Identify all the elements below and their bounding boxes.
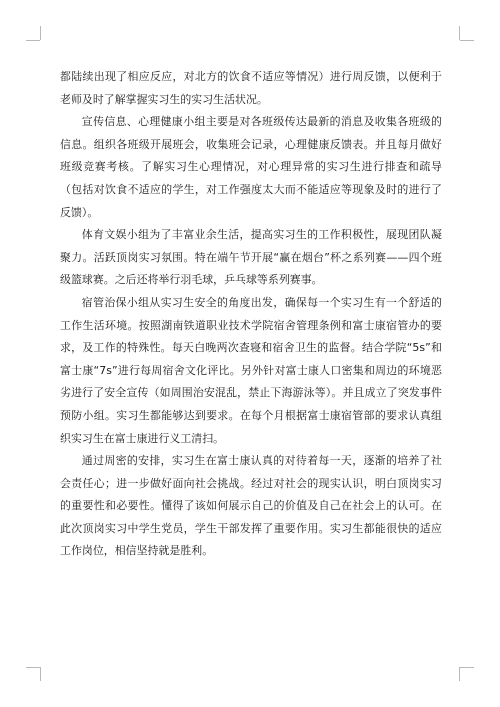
corner-mark-top-left-h	[26, 40, 40, 41]
paragraph-4: 宿管治保小组从实习生安全的角度出发，确保每一个实习生有一个舒适的工作生活环境。按照湖南铁道职业技术学院宿舍管理条例和富士康宿管办的要求，及工作的特殊性。每天白晚两次查寝和宿舍卫生的监督。结合学院“5s”和富士康“7s”进行每周宿舍文化评比。另外针对富士康人口密集和周边的环境恶劣进行了安全宣传（如周围治安混乱，禁止下海游泳等）。并且成立了突发事件预防小组。实习生都能够达到要求。在每个月根据富士康宿管部的要求认真组织实习生在富士康进行义工清扫。	[60, 295, 442, 445]
corner-mark-bottom-left-v	[40, 667, 41, 681]
corner-mark-top-left-v	[40, 26, 41, 40]
document-body	[60, 66, 442, 563]
corner-mark-bottom-right-v	[459, 667, 460, 681]
paragraph-2: 宣传信息、心理健康小组主要是对各班级传达最新的消息及收集各班级的信息。组织各班级开展班会，收集班会记录，心理健康反馈表。并且每月做好班级竞赛考核。了解实习生心理情况，对心理异常的实习生进行排查和疏导（包括对饮食不适应的学生，对工作强度太大而不能适应等现象及时的进行了反馈）。	[60, 115, 442, 219]
corner-mark-bottom-right-h	[460, 667, 474, 668]
corner-mark-bottom-left-h	[26, 667, 40, 668]
paragraph-5: 通过周密的安排，实习生在富士康认真的对待着每一天，逐渐的培养了社会责任心；进一步做好面向社会挑战。经过对社会的现实认识，明白顶岗实习的重要性和必要性。懂得了该如何展示自己的价值及自己在社会上的认可。在此次顶岗实习中学生党员，学生干部发挥了重要作用。实习生都能很快的适应工作岗位，相信坚持就是胜利。	[60, 454, 442, 558]
paragraph-1: 都陆续出现了相应反应，对北方的饮食不适应等情况）进行周反馈，以便利于老师及时了解掌握实习生的实习生活状况。	[60, 70, 442, 106]
corner-mark-top-right-h	[460, 40, 474, 41]
paragraph-3: 体育文娱小组为了丰富业余生活，提高实习生的工作积极性，展现团队凝聚力。活跃顶岗实习氛围。特在端午节开展“赢在烟台”杯之系列赛——四个班级篮球赛。之后还将举行羽毛球，乒乓球等系列赛事。	[60, 228, 442, 287]
corner-mark-top-right-v	[459, 26, 460, 40]
